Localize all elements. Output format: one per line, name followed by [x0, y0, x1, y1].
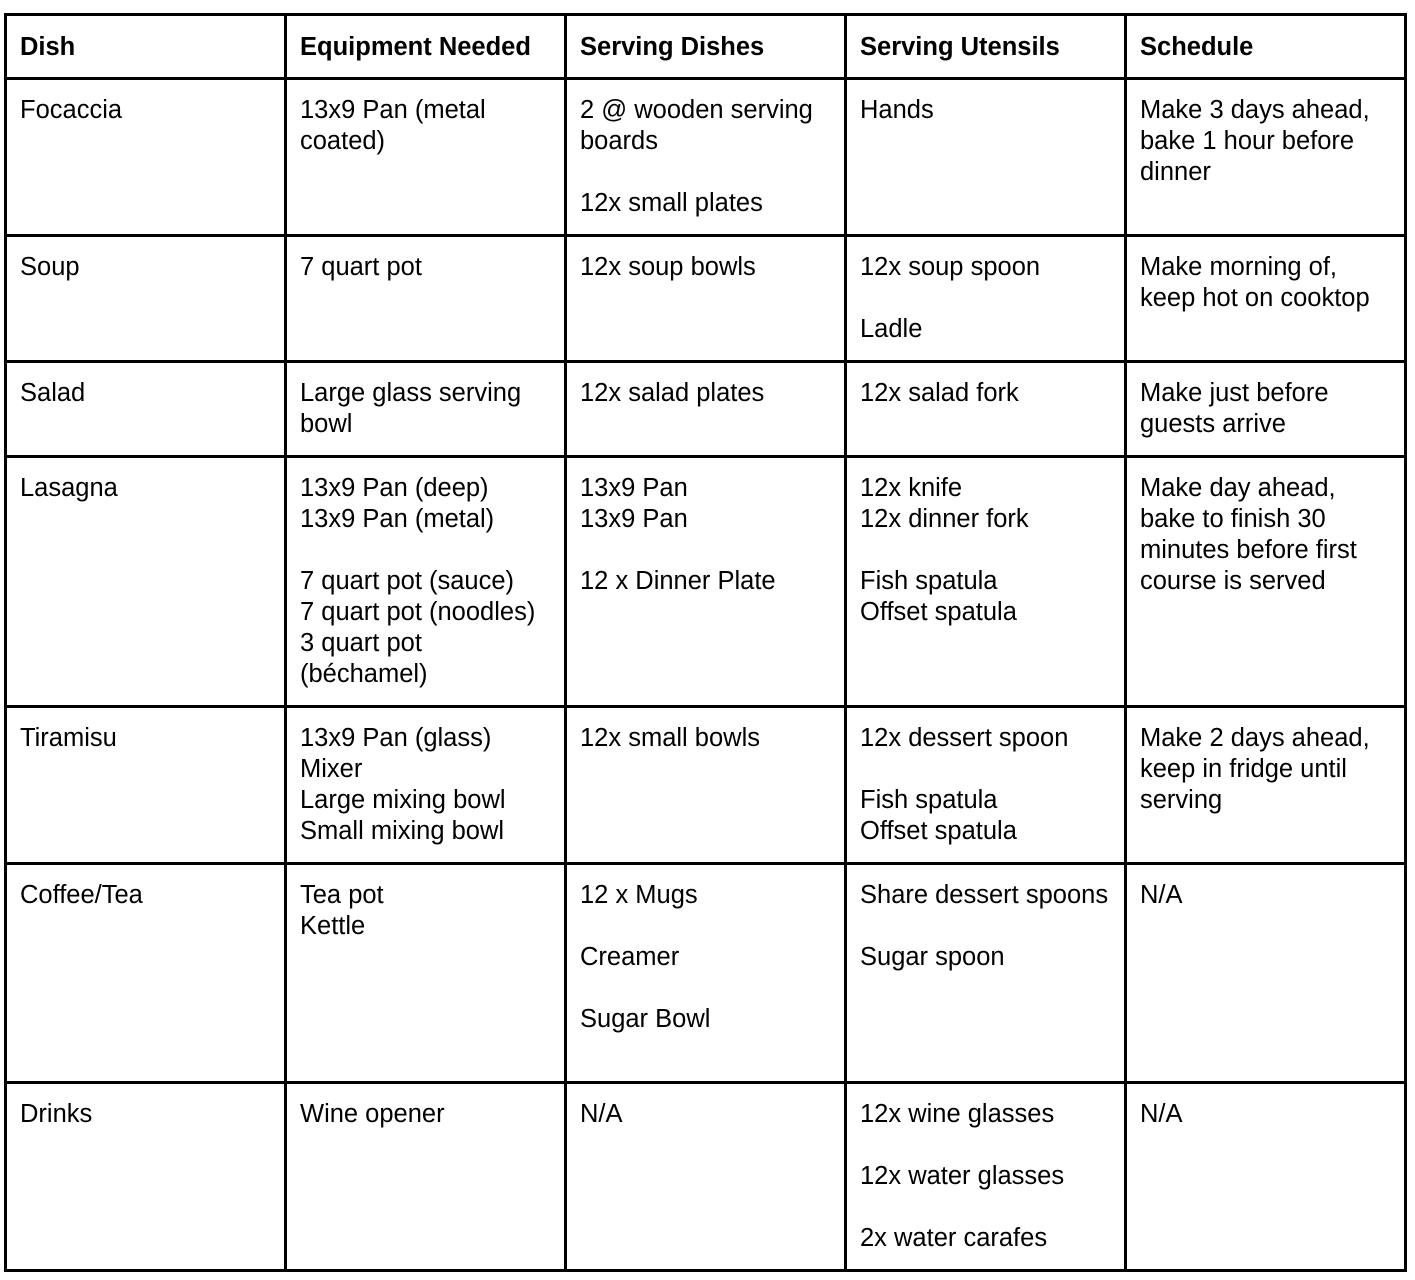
serving-utensils-cell — [846, 362, 1126, 457]
cell-line: 13x9 Pan (metal) — [300, 505, 495, 533]
schedule-cell — [1126, 1083, 1406, 1271]
cell-line: Soup — [20, 253, 80, 281]
table-row — [6, 362, 1406, 457]
serving-utensils-cell — [846, 707, 1126, 864]
serving-utensils-cell — [846, 864, 1126, 1083]
schedule-cell — [1126, 362, 1406, 457]
table-row — [6, 864, 1406, 1083]
serving-dishes-cell — [566, 707, 846, 864]
cell-line: 13x9 Pan — [580, 474, 688, 502]
cell-line: Fish spatula — [860, 786, 998, 814]
cell-line: Make day ahead, bake to finish 30 minutes before first course is served — [1140, 474, 1357, 595]
serving-dishes-cell — [566, 236, 846, 362]
cell-line: Make 2 days ahead, keep in fridge until serving — [1140, 724, 1370, 814]
line-gap — [580, 535, 831, 566]
cell-line: Tiramisu — [20, 724, 117, 752]
cell-line: Share dessert spoons — [860, 881, 1109, 909]
line-gap — [860, 754, 1111, 785]
header-serving-utensils: Serving Utensils — [846, 15, 1126, 79]
equipment-cell — [286, 707, 566, 864]
serving-dishes-cell — [566, 457, 846, 707]
cell-line: 12x knife — [860, 474, 963, 502]
cell-line: 12 x Dinner Plate — [580, 567, 776, 595]
cell-line: Lasagna — [20, 474, 118, 502]
dish-cell — [6, 79, 286, 236]
cell-line: 13x9 Pan (glass) — [300, 724, 492, 752]
cell-line: 12x small plates — [580, 189, 763, 217]
dish-cell — [6, 864, 286, 1083]
serving-utensils-cell — [846, 1083, 1126, 1271]
cell-line: Fish spatula — [860, 567, 998, 595]
cell-line: 7 quart pot (sauce) — [300, 567, 515, 595]
equipment-cell — [286, 236, 566, 362]
cell-line: Coffee/Tea — [20, 881, 143, 909]
cell-line: Make 3 days ahead, bake 1 hour before dinner — [1140, 96, 1370, 186]
cell-line: Offset spatula — [860, 817, 1017, 845]
equipment-cell — [286, 864, 566, 1083]
dish-cell — [6, 1083, 286, 1271]
cell-line: 12x small bowls — [580, 724, 760, 752]
line-gap — [860, 1192, 1111, 1223]
serving-dishes-cell — [566, 864, 846, 1083]
schedule-cell — [1126, 864, 1406, 1083]
cell-line: 12 x Mugs — [580, 881, 698, 909]
serving-utensils-cell — [846, 79, 1126, 236]
table-row — [6, 236, 1406, 362]
cell-line: Make just before guests arrive — [1140, 379, 1329, 438]
cell-line: Make morning of, keep hot on cooktop — [1140, 253, 1370, 312]
cell-line: Sugar Bowl — [580, 1005, 711, 1033]
cell-line: Salad — [20, 379, 86, 407]
cell-line: 2x water carafes — [860, 1224, 1048, 1252]
table-row — [6, 707, 1406, 864]
header-equipment: Equipment Needed — [286, 15, 566, 79]
schedule-cell — [1126, 457, 1406, 707]
line-gap — [580, 973, 831, 1004]
serving-utensils-cell — [846, 236, 1126, 362]
equipment-cell — [286, 1083, 566, 1271]
cell-line: N/A — [1140, 1100, 1183, 1128]
cell-line: 12x wine glasses — [860, 1100, 1055, 1128]
cell-line: Kettle — [300, 912, 366, 940]
cell-line: Wine opener — [300, 1100, 445, 1128]
serving-dishes-cell — [566, 79, 846, 236]
serving-utensils-cell — [846, 457, 1126, 707]
cell-line: Large mixing bowl — [300, 786, 506, 814]
cell-line: 12x dessert spoon — [860, 724, 1069, 752]
equipment-cell — [286, 362, 566, 457]
line-gap — [860, 283, 1111, 314]
dinner-plan-table — [4, 13, 1407, 1272]
line-gap — [860, 911, 1111, 942]
line-gap — [580, 911, 831, 942]
equipment-cell — [286, 457, 566, 707]
table-row — [6, 1083, 1406, 1271]
cell-line: Creamer — [580, 943, 680, 971]
cell-line: 12x salad plates — [580, 379, 765, 407]
cell-line: 13x9 Pan — [580, 505, 688, 533]
cell-line: N/A — [1140, 881, 1183, 909]
cell-line: 12x water glasses — [860, 1162, 1065, 1190]
cell-line: N/A — [580, 1100, 623, 1128]
cell-line: 2 @ wooden serving boards — [580, 96, 813, 155]
cell-line: Mixer — [300, 755, 363, 783]
schedule-cell — [1126, 707, 1406, 864]
dish-cell — [6, 236, 286, 362]
cell-line: 13x9 Pan (metal coated) — [300, 96, 486, 155]
cell-line: 12x salad fork — [860, 379, 1019, 407]
cell-line: Small mixing bowl — [300, 817, 505, 845]
cell-line: 3 quart pot (béchamel) — [300, 629, 428, 688]
line-gap — [580, 157, 831, 188]
dish-cell — [6, 707, 286, 864]
header-serving-dishes: Serving Dishes — [566, 15, 846, 79]
cell-line: Focaccia — [20, 96, 123, 124]
line-gap — [860, 535, 1111, 566]
schedule-cell — [1126, 236, 1406, 362]
table-row — [6, 457, 1406, 707]
cell-line: Hands — [860, 96, 934, 124]
cell-line: 7 quart pot — [300, 253, 422, 281]
cell-line: Drinks — [20, 1100, 93, 1128]
cell-line: 12x dinner fork — [860, 505, 1029, 533]
dish-cell — [6, 457, 286, 707]
header-schedule: Schedule — [1126, 15, 1406, 79]
cell-line: 12x soup bowls — [580, 253, 756, 281]
cell-line: Large glass serving bowl — [300, 379, 522, 438]
dish-cell — [6, 362, 286, 457]
header-dish: Dish — [6, 15, 286, 79]
cell-line: Sugar spoon — [860, 943, 1005, 971]
cell-line: Offset spatula — [860, 598, 1017, 626]
cell-line: 13x9 Pan (deep) — [300, 474, 489, 502]
serving-dishes-cell — [566, 362, 846, 457]
cell-line: Ladle — [860, 315, 923, 343]
cell-line: 7 quart pot (noodles) — [300, 598, 536, 626]
serving-dishes-cell — [566, 1083, 846, 1271]
equipment-cell — [286, 79, 566, 236]
cell-line: 12x soup spoon — [860, 253, 1041, 281]
line-gap — [860, 1130, 1111, 1161]
line-gap — [300, 535, 551, 566]
table-row — [6, 79, 1406, 236]
schedule-cell — [1126, 79, 1406, 236]
cell-line: Tea pot — [300, 881, 384, 909]
header-row — [6, 15, 1406, 79]
